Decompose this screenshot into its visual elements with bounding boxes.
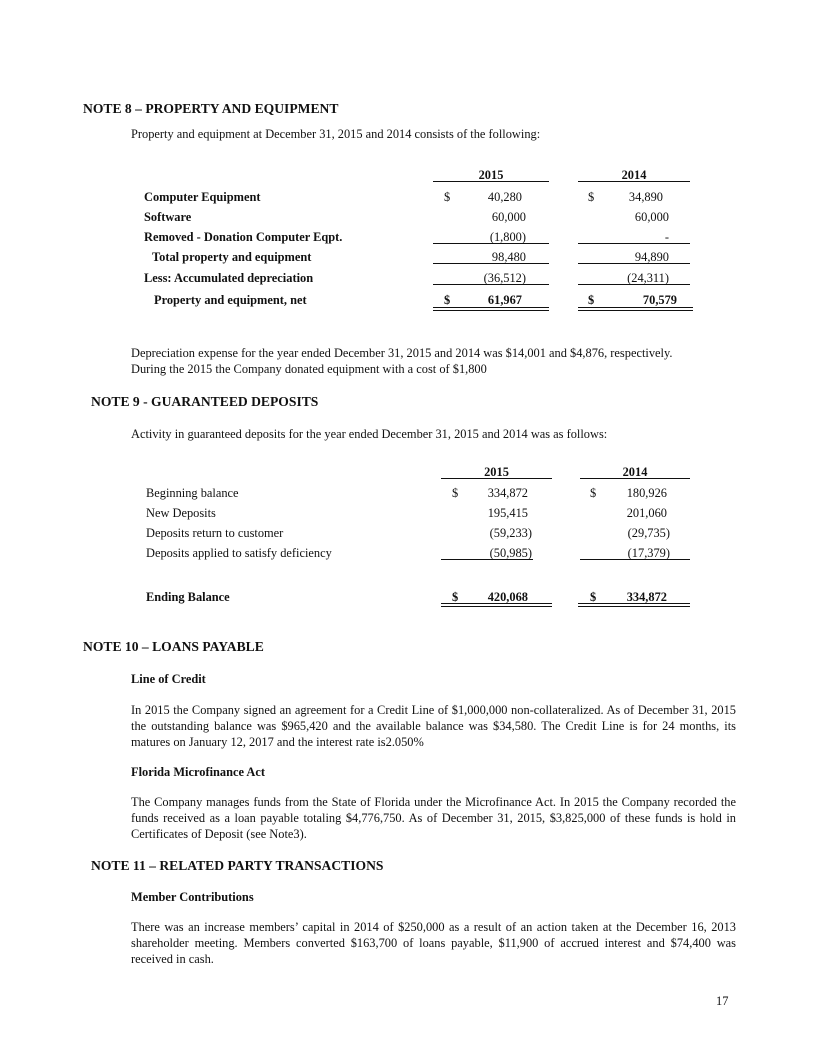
note8-total-rule-2014 [578, 263, 690, 264]
note9-row-dollar-2015: $ [452, 486, 459, 500]
note9-row-value-2015: (50,985) [489, 546, 532, 560]
note8-col-2015-rule [433, 181, 549, 182]
note9-ending-double-rule-2015 [441, 603, 552, 607]
note8-total-rule-2015 [433, 263, 549, 264]
note10-microfinance-paragraph: The Company manages funds from the State of Florida under the Microfinance Act. In 2015 the Company recorded the funds received as a loan payable totaling $4,776,750. As of December 31, 2015, $3,825,000 of these funds is hold in Certificates of Deposit (see Note3). [131, 795, 736, 841]
note9-col-2014: 2014 [622, 465, 648, 479]
note8-row-dollar-2015: $ [444, 190, 451, 204]
note8-row-value-2015: 98,480 [491, 250, 526, 264]
note10-subheading-line-of-credit: Line of Credit [131, 672, 206, 686]
note8-row-value-2015: 60,000 [491, 210, 526, 224]
note8-row-value-2015: (36,512) [483, 271, 526, 285]
note8-row-label: Total property and equipment [152, 250, 312, 264]
note9-row-value-2014: (17,379) [627, 546, 670, 560]
note9-row-value-2015: 195,415 [487, 506, 528, 520]
page-number: 17 [716, 994, 729, 1008]
note8-row-value-2014: (24,311) [627, 271, 669, 285]
note10-heading: NOTE 10 – LOANS PAYABLE [83, 639, 264, 654]
note8-row-dollar-2014: $ [588, 293, 595, 307]
note8-subtotal-rule-2015 [433, 243, 549, 244]
note8-row-label: Property and equipment, net [154, 293, 307, 307]
note8-row-value-2015: 40,280 [487, 190, 522, 204]
note8-depreciation-text: Depreciation expense for the year ended December 31, 2015 and 2014 was $14,001 and $4,876, respectively. [131, 346, 673, 360]
note8-col-2014: 2014 [621, 168, 647, 182]
note9-row-value-2015: (59,233) [489, 526, 532, 540]
note8-row-value-2014: 94,890 [634, 250, 669, 264]
note9-subtotal-rule-2014 [580, 559, 690, 560]
note8-row-dollar-2014: $ [588, 190, 595, 204]
note9-row-value-2015: 334,872 [487, 486, 528, 500]
note9-ending-value-2015: 420,068 [487, 590, 528, 604]
note8-row-value-2015: 61,967 [487, 293, 522, 307]
note11-heading: NOTE 11 – RELATED PARTY TRANSACTIONS [91, 858, 384, 873]
note9-row-label: New Deposits [146, 506, 216, 520]
note8-row-value-2014: - [664, 230, 669, 244]
note8-heading: NOTE 8 – PROPERTY AND EQUIPMENT [83, 101, 339, 116]
note8-net-double-rule-2015 [433, 307, 549, 311]
note9-col-2015: 2015 [484, 465, 509, 479]
note8-row-value-2014: 34,890 [628, 190, 663, 204]
note9-ending-dollar-2015: $ [452, 590, 459, 604]
note9-row-dollar-2014: $ [590, 486, 597, 500]
note9-row-value-2014: 201,060 [626, 506, 667, 520]
note9-ending-double-rule-2014 [578, 603, 690, 607]
note8-donation-text: During the 2015 the Company donated equipment with a cost of $1,800 [131, 362, 487, 376]
note9-row-value-2014: (29,735) [627, 526, 670, 540]
note9-col-2014-rule [580, 478, 690, 479]
note8-row-label: Removed - Donation Computer Eqpt. [144, 230, 343, 244]
note8-col-2014-rule [578, 181, 690, 182]
note8-depr-rule-2014 [578, 284, 690, 285]
note8-row-value-2014: 60,000 [634, 210, 669, 224]
note9-ending-label: Ending Balance [146, 590, 230, 604]
note8-net-double-rule-2014 [578, 307, 693, 311]
note8-row-value-2014: 70,579 [642, 293, 677, 307]
note8-col-2015: 2015 [478, 168, 504, 182]
note9-ending-value-2014: 334,872 [626, 590, 667, 604]
note9-heading: NOTE 9 - GUARANTEED DEPOSITS [91, 394, 319, 409]
note10-subheading-microfinance: Florida Microfinance Act [131, 765, 265, 779]
note8-depr-rule-2015 [433, 284, 549, 285]
note9-row-value-2014: 180,926 [626, 486, 667, 500]
note9-ending-dollar-2014: $ [590, 590, 597, 604]
note9-intro: Activity in guaranteed deposits for the year ended December 31, 2015 and 2014 was as follows: [131, 427, 608, 441]
note9-col-2015-rule [441, 478, 552, 479]
note8-row-value-2015: (1,800) [489, 230, 526, 244]
note9-row-label: Deposits applied to satisfy deficiency [146, 546, 332, 560]
note8-row-label: Computer Equipment [144, 190, 261, 204]
note8-intro: Property and equipment at December 31, 2015 and 2014 consists of the following: [131, 127, 541, 141]
note9-row-label: Beginning balance [146, 486, 239, 500]
note11-subheading-member-contributions: Member Contributions [131, 890, 254, 904]
note11-member-contributions-paragraph: There was an increase members’ capital in 2014 of $250,000 as a result of an action taken at the December 16, 2013 shareholder meeting. Members converted $163,700 of loans payable, $11,900 of accrued interest and $74,400 was received in cash. [131, 920, 736, 966]
note8-row-label: Less: Accumulated depreciation [144, 271, 314, 285]
note10-line-of-credit-paragraph: In 2015 the Company signed an agreement for a Credit Line of $1,000,000 non-collateralized. As of December 31, 2015 the outstanding balance was $965,420 and the available balance was $34,580. The Credit Line is for 24 months, its matures on January 12, 2017 and the interest rate is2.050% [131, 703, 736, 749]
note8-row-label: Software [144, 210, 192, 224]
note9-row-label: Deposits return to customer [146, 526, 284, 540]
note9-subtotal-rule-2015 [441, 559, 533, 560]
note8-subtotal-rule-2014 [578, 243, 690, 244]
note8-row-dollar-2015: $ [444, 293, 451, 307]
